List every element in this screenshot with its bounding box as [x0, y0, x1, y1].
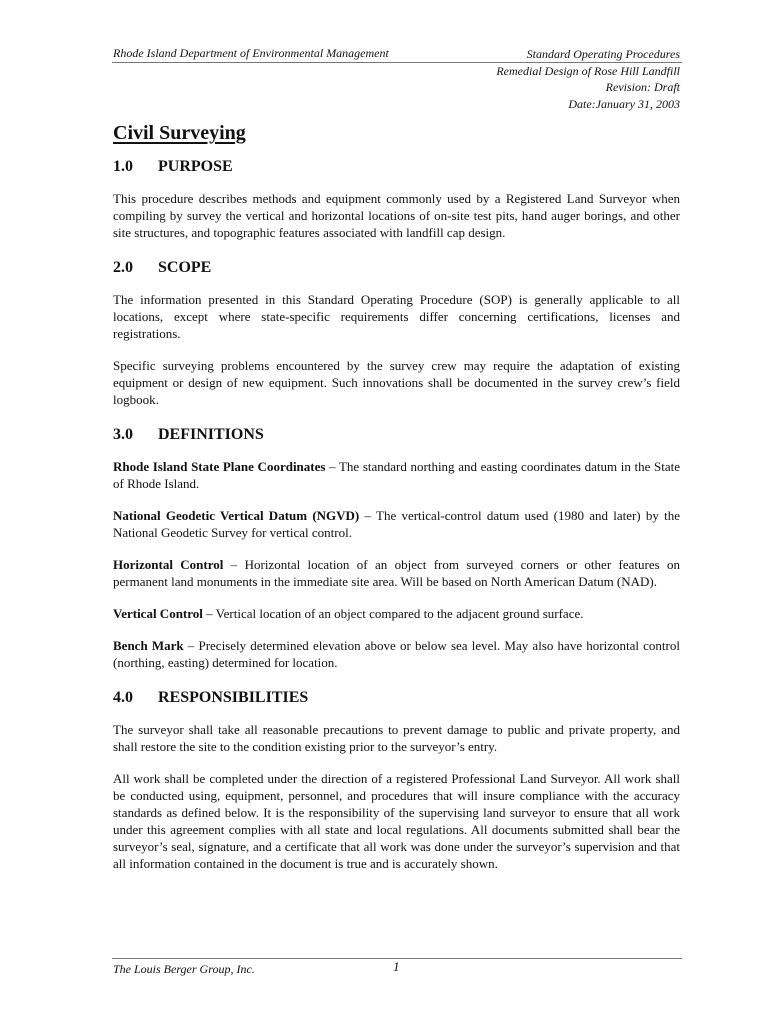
header-document-info	[496, 46, 680, 112]
footer-company: The Louis Berger Group, Inc.	[113, 962, 255, 976]
definition-item	[113, 605, 680, 622]
section-title: PURPOSE	[158, 158, 233, 175]
definition-term: Horizontal Control	[113, 557, 224, 572]
section-number: 4.0	[113, 689, 133, 706]
header-doc-type: Standard Operating Procedures	[526, 47, 680, 61]
section-number: 3.0	[113, 426, 133, 443]
definition-term: Vertical Control	[113, 606, 203, 621]
definition-text: – The vertical-control datum used (1980 and later) by the National Geodetic Survey for vertical control.	[113, 508, 680, 540]
header-date: Date:January 31, 2003	[568, 96, 680, 111]
section-title: DEFINITIONS	[158, 426, 264, 443]
definition-text: – Horizontal location of an object from surveyed corners or other features on permanent land monuments in the immediate site area. Will be based on North American Datum (NAD).	[113, 557, 680, 589]
section-title: SCOPE	[158, 259, 212, 276]
definition-text: – Precisely determined elevation above or below sea level. May also have horizontal control (northing, easting) determined for location.	[113, 638, 680, 670]
responsibilities-paragraph: All work shall be completed under the direction of a registered Professional Land Surveyor. All work shall be conducted using, equipment, personnel, and procedures that will insure compliance with the accuracy standards as defined below. It is the responsibility of the supervising land surveyor to ensure that all work under this agreement complies with all state and local regulations. All documents submitted shall bear the surveyor’s seal, signature, and a certificate that all work was done under the surveyor’s supervision and that all information contained in the document is true and is accurately shown.	[113, 771, 680, 871]
definition-term: Rhode Island State Plane Coordinates	[113, 459, 326, 474]
section-number: 2.0	[113, 259, 133, 276]
header-project: Remedial Design of Rose Hill Landfill	[496, 63, 680, 78]
document-body	[113, 122, 680, 887]
definition-item	[113, 507, 680, 541]
section-number: 1.0	[113, 158, 133, 175]
definition-item	[113, 458, 680, 492]
header-organization: Rhode Island Department of Environmental Management	[113, 46, 389, 60]
section-heading-purpose	[113, 158, 680, 176]
section-heading-responsibilities	[113, 689, 680, 707]
definition-text: – The standard northing and easting coordinates datum in the State of Rhode Island.	[113, 459, 680, 491]
scope-paragraph: The information presented in this Standard Operating Procedure (SOP) is generally applicable to all locations, except where state-specific requirements differ concerning certifications, licenses and registrations.	[113, 292, 680, 341]
section-heading-scope	[113, 259, 680, 277]
document-title: Civil Surveying	[113, 122, 246, 144]
definition-item	[113, 556, 680, 590]
definition-text: – Vertical location of an object compared to the adjacent ground surface.	[202, 606, 584, 621]
scope-paragraph: Specific surveying problems encountered by the survey crew may require the adaptation of existing equipment or design of new equipment. Such innovations shall be documented in the survey crew’s field logbook.	[113, 358, 680, 407]
section-heading-definitions	[113, 426, 680, 444]
page-number: 1	[393, 959, 400, 974]
section-title: RESPONSIBILITIES	[158, 689, 309, 706]
definition-item	[113, 637, 680, 671]
header-revision: Revision: Draft	[605, 80, 680, 94]
header-divider	[112, 62, 682, 63]
definition-term: Bench Mark	[113, 638, 184, 653]
purpose-paragraph: This procedure describes methods and equipment commonly used by a Registered Land Surveyor when compiling by survey the vertical and horizontal locations of on-site test pits, hand auger borings, and other site structures, and topographic features associated with landfill cap design.	[113, 191, 680, 240]
responsibilities-paragraph: The surveyor shall take all reasonable precautions to prevent damage to public and private property, and shall restore the site to the condition existing prior to the surveyor’s entry.	[113, 722, 680, 754]
definition-term: National Geodetic Vertical Datum (NGVD)	[113, 508, 360, 523]
